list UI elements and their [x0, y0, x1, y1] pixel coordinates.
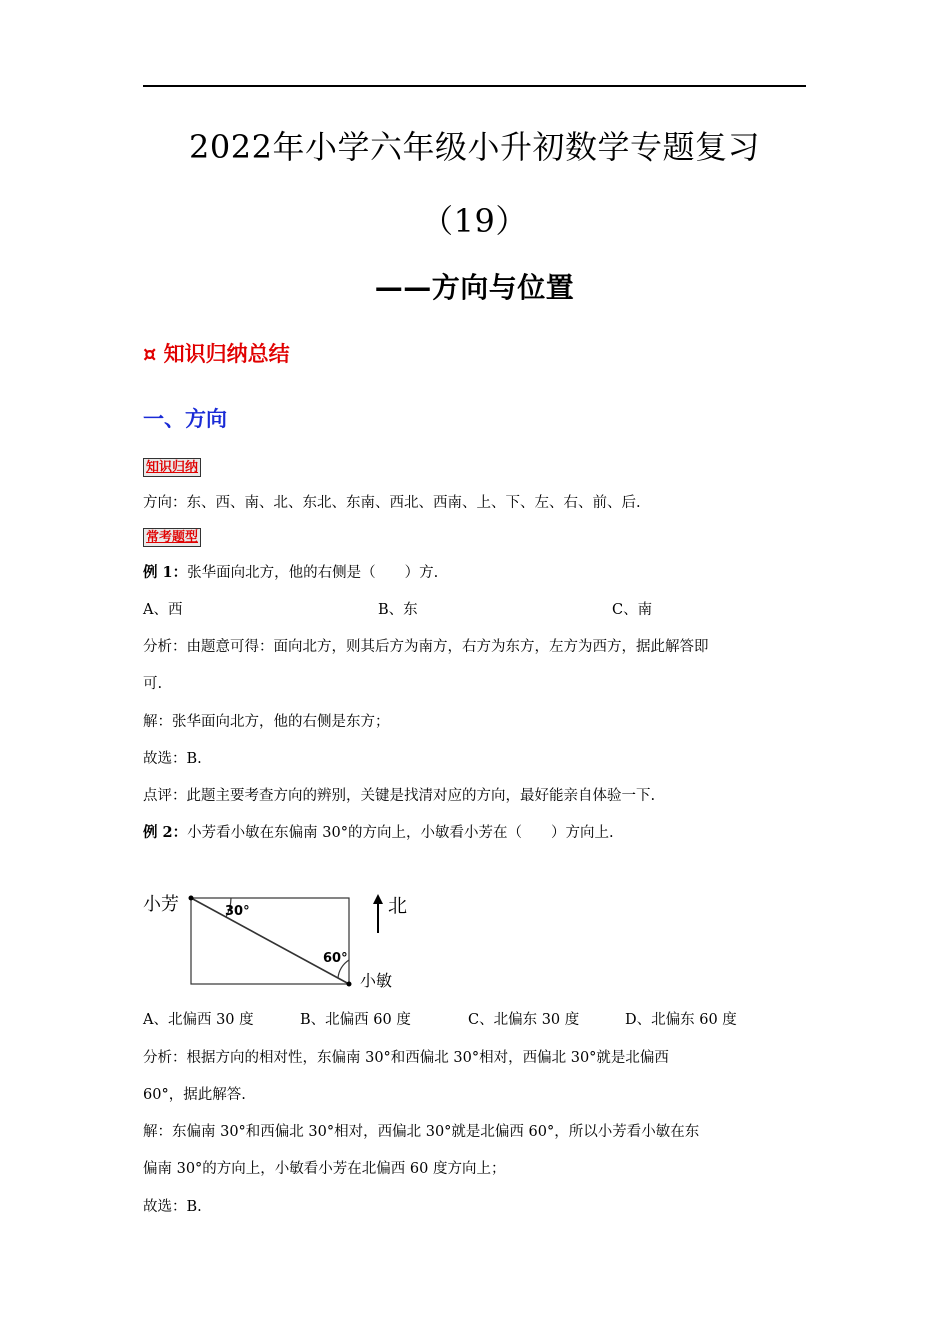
example1-label: 例 1： [143, 564, 188, 581]
point-xiaomin [347, 982, 352, 987]
examples-tag: 常考题型 [143, 528, 201, 547]
example2-option-d: D、北偏东 60 度 [625, 1012, 737, 1028]
label-north: 北 [388, 895, 408, 917]
example1-analysis-cont: 可. [143, 676, 163, 692]
example1-answer: 故选：B. [143, 751, 202, 767]
point-xiaofang [189, 896, 194, 901]
example2-solution: 解：东偏南 30°和西偏北 30°相对，西偏北 30°就是北偏西 60°，所以小芳看小敏在东 [143, 1124, 700, 1140]
example2-question [143, 823, 614, 843]
example1-question-text: 张华面向北方，他的右侧是（ ）方. [187, 565, 439, 581]
example2-label: 例 2： [143, 824, 188, 841]
example1-option-c: C、南 [612, 602, 653, 618]
example1-option-a: A、西 [143, 602, 183, 618]
angle-label-60: 60° [323, 951, 348, 966]
north-arrow-head [373, 894, 383, 904]
example2-solution-cont: 偏南 30°的方向上，小敏看小芳在北偏西 60 度方向上； [143, 1161, 506, 1177]
diagram-diagonal [191, 898, 349, 984]
example1-question [143, 563, 438, 583]
example1-comment: 点评：此题主要考查方向的辨别，关键是找清对应的方向，最好能亲自体验一下. [143, 788, 656, 804]
example2-option-c: C、北偏东 30 度 [468, 1012, 580, 1028]
example2-option-b: B、北偏西 60 度 [300, 1012, 411, 1028]
example2-option-a: A、北偏西 30 度 [143, 1012, 254, 1028]
angle-label-30: 30° [225, 904, 250, 919]
section-direction-heading: 一、方向 [143, 407, 227, 431]
label-xiaofang: 小芳 [143, 894, 179, 915]
page-title-number: （19） [421, 202, 528, 240]
section-summary-heading: ¤ 知识归纳总结 [143, 342, 290, 366]
example2-analysis-cont: 60°，据此解答. [143, 1087, 246, 1103]
example2-question-text: 小芳看小敏在东偏南 30°的方向上，小敏看小芳在（ ）方向上. [187, 825, 614, 841]
direction-diagram [143, 888, 423, 993]
knowledge-tag: 知识归纳 [143, 458, 201, 477]
example2-analysis: 分析：根据方向的相对性，东偏南 30°和西偏北 30°相对，西偏北 30°就是北偏西 [143, 1050, 669, 1066]
example1-option-b: B、东 [378, 602, 418, 618]
example1-analysis: 分析：由题意可得：面向北方，则其后方为南方，右方为东方，左方为西方，据此解答即 [143, 639, 709, 655]
page-subtitle: ——方向与位置 [374, 271, 575, 304]
label-xiaomin: 小敏 [360, 971, 393, 990]
page-title: 2022年小学六年级小升初数学专题复习 [189, 128, 760, 166]
example1-solution: 解：张华面向北方，他的右侧是东方； [143, 714, 390, 730]
knowledge-text: 方向：东、西、南、北、东北、东南、西北、西南、上、下、左、右、前、后. [143, 495, 641, 511]
top-rule [143, 85, 806, 87]
example2-answer: 故选：B. [143, 1199, 202, 1215]
